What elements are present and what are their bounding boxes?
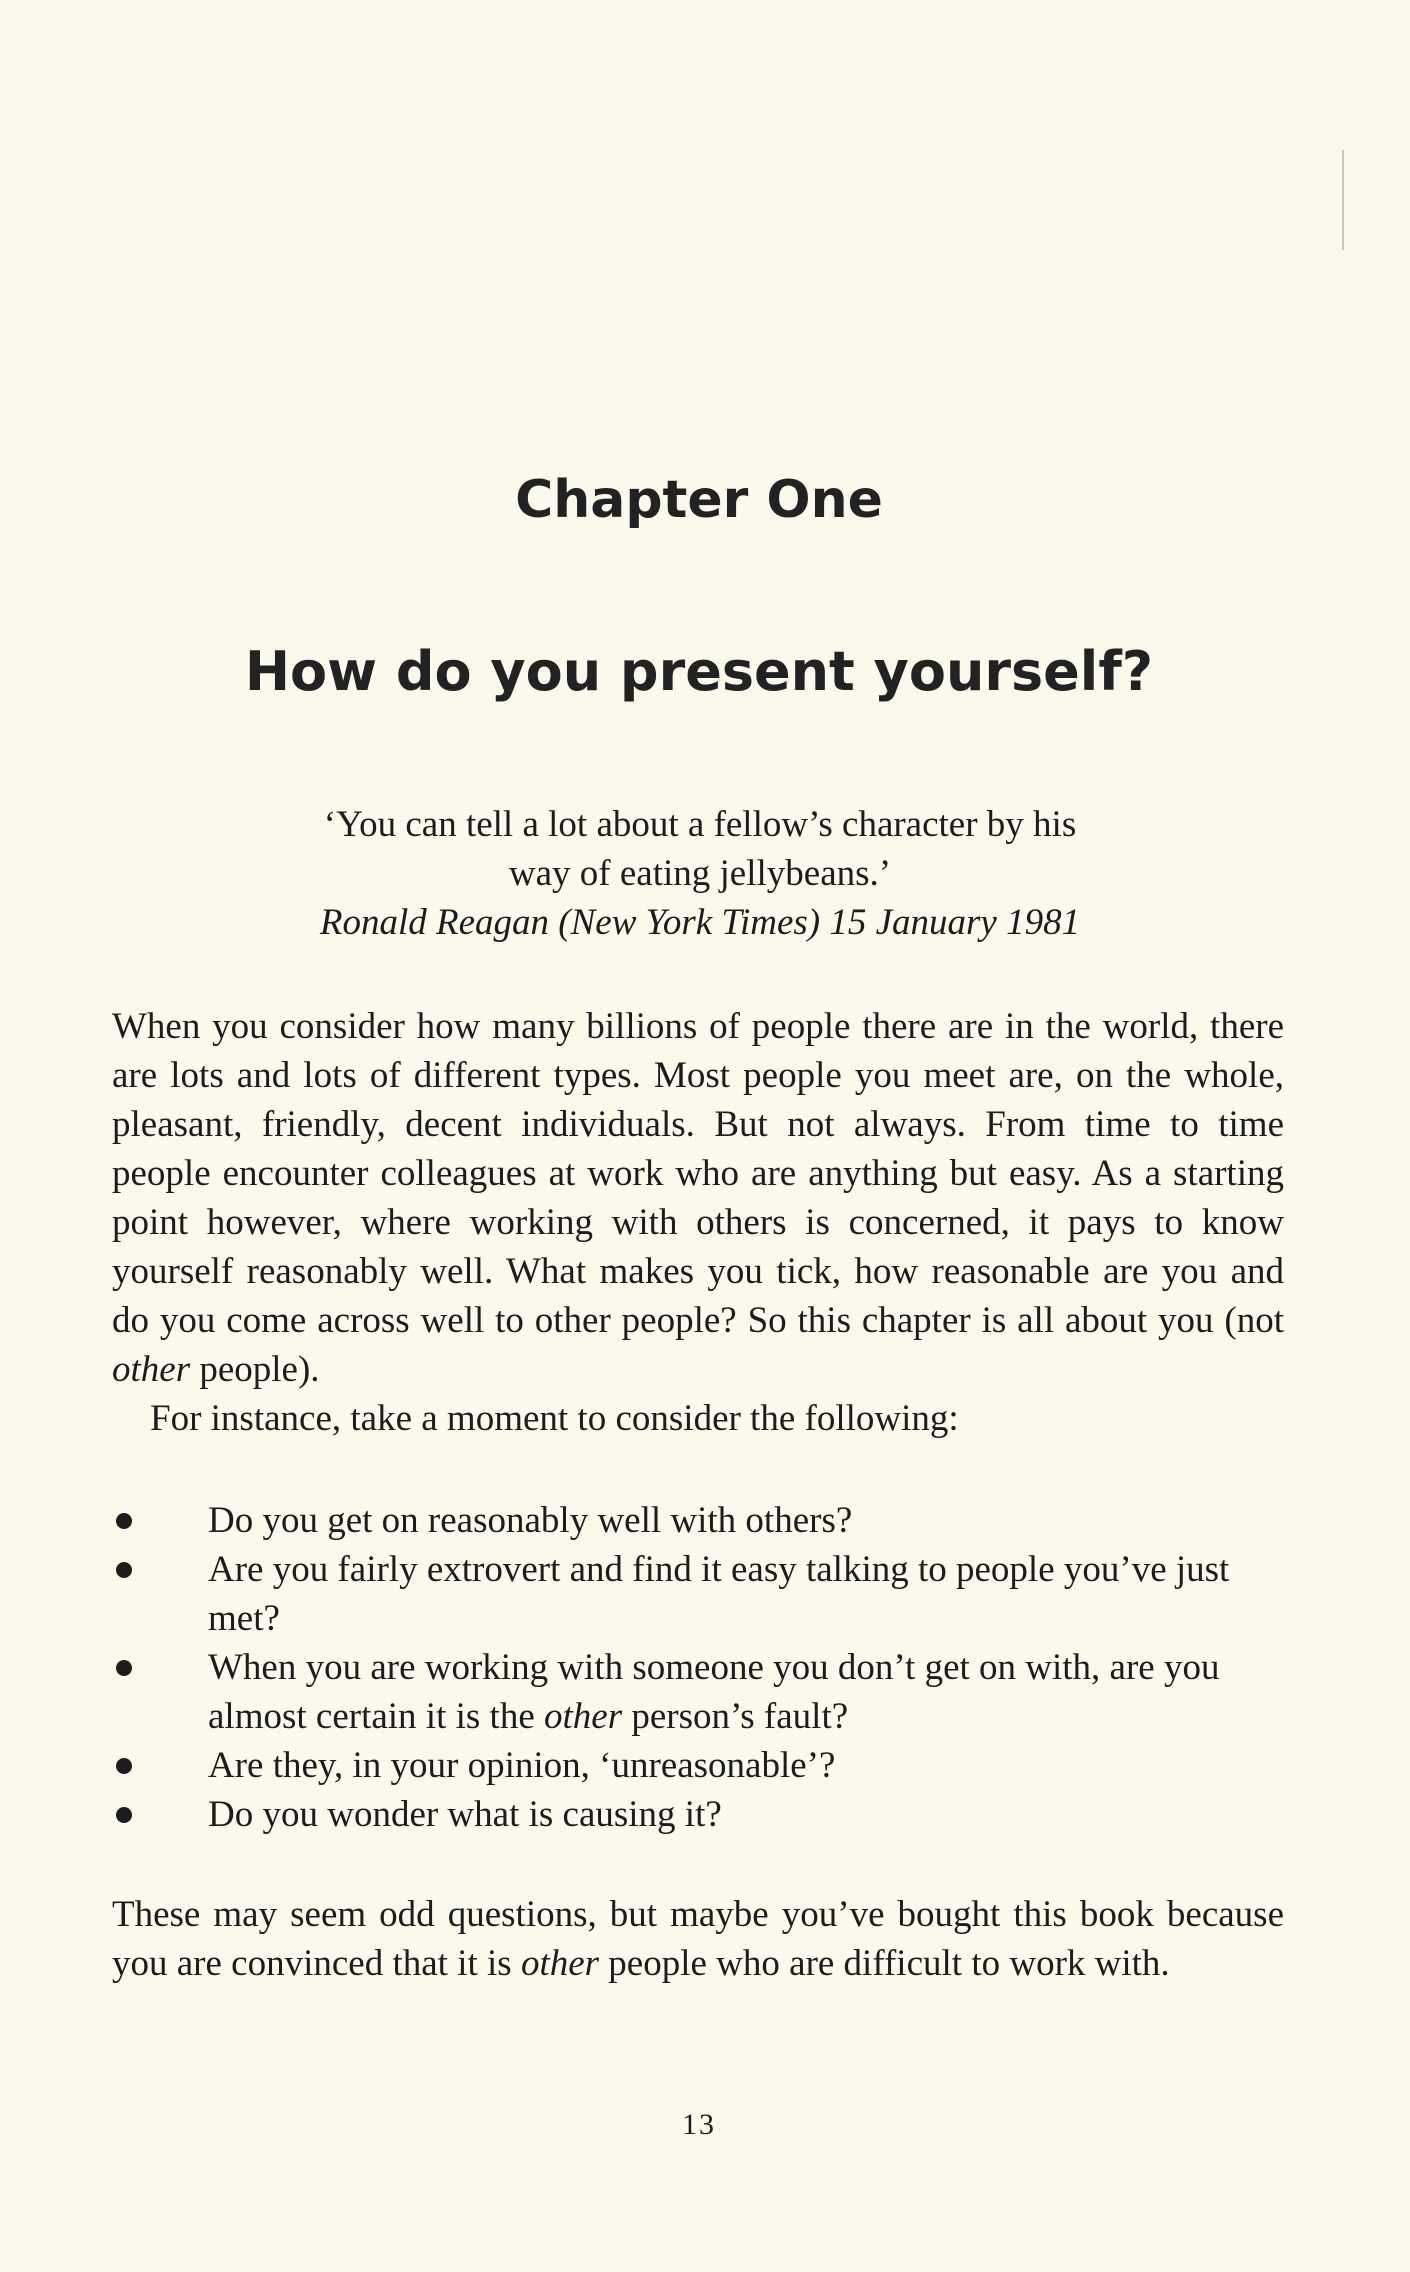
list-item-text: Do you wonder what is causing it? [208, 1794, 722, 1835]
emphasis-other: other [112, 1349, 191, 1390]
list-item [112, 1790, 1284, 1839]
list-item [112, 1741, 1284, 1790]
list-item [112, 1643, 1284, 1741]
emphasis-other: other [520, 1943, 600, 1984]
paragraph-closing [112, 1890, 1284, 1988]
emphasis-other: other [544, 1696, 623, 1737]
list-item [112, 1545, 1284, 1643]
paragraph-intro-end: people). [190, 1349, 320, 1390]
bullet-icon [116, 1562, 132, 1578]
chapter-title: How do you present yourself? [244, 640, 1154, 703]
list-item [112, 1496, 1284, 1545]
page-edge-shadow [1342, 150, 1344, 250]
paragraph-lead-in: For instance, take a moment to consider the following: [150, 1398, 959, 1439]
bullet-icon [116, 1513, 132, 1529]
list-item-text: Do you get on reasonably well with others? [208, 1500, 853, 1541]
list-item-text: When you are working with someone you don’t get on with, are you almost certain it is the [208, 1647, 1220, 1737]
paragraph-intro-text: When you consider how many billions of people there are in the world, there are lots and lots of different types. Most people you meet are, on the whole, pleasant, friendly, decent individuals. But not always. From time to time people encounter colleagues at work who are anything but easy. As a starting point however, where working with others is concerned, it pays to know yourself reasonably well. What makes you tick, how reasonable are you and do you come across well to other people? So this chapter is all about you (not [112, 1006, 1284, 1341]
paragraph-closing-end: people who are difficult to work with. [599, 1943, 1170, 1984]
list-item-text-end: person’s fault? [622, 1696, 849, 1737]
bullet-icon [116, 1758, 132, 1774]
bullet-icon [116, 1807, 132, 1823]
paragraph-closing-text: These may seem odd questions, but maybe you’ve bought this book because you are convinced that it is [112, 1894, 1284, 1984]
epigraph [250, 800, 1150, 947]
list-item-text: Are you fairly extrovert and find it easy talking to people you’ve just met? [208, 1549, 1230, 1639]
page-number: 13 [682, 2108, 716, 2141]
paragraph-intro [112, 1002, 1284, 1394]
epigraph-quote-line-1: ‘You can tell a lot about a fellow’s character by his [323, 804, 1077, 845]
list-item-text: Are they, in your opinion, ‘unreasonable’? [208, 1745, 836, 1786]
epigraph-attribution: Ronald Reagan (New York Times) 15 January 1981 [319, 902, 1081, 943]
bullet-icon [116, 1660, 132, 1676]
epigraph-quote-line-2: way of eating jellybeans.’ [508, 853, 892, 894]
chapter-label: Chapter One [515, 470, 883, 530]
question-list [112, 1496, 1284, 1839]
